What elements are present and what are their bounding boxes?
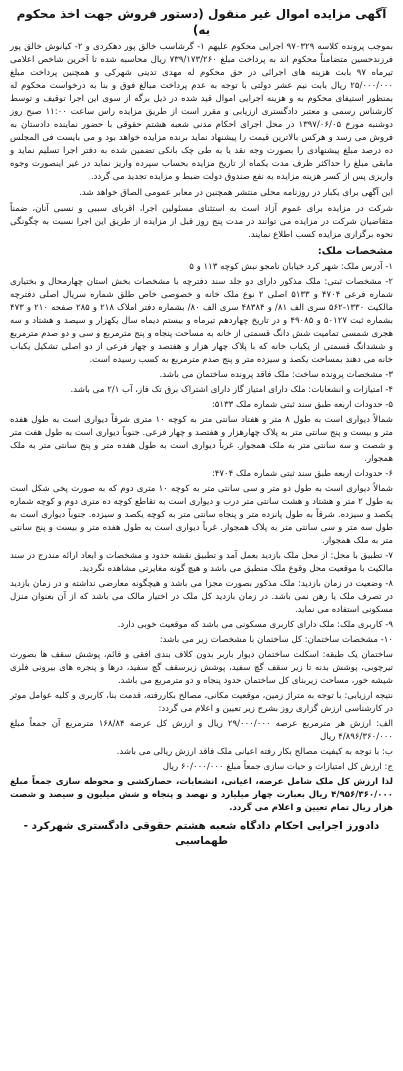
- spec-usage: ۹- کاربری ملک: ملک دارای کاربری مسکونی می باشد که موقعیت خوبی دارد.: [117, 620, 393, 630]
- spec-utilities: ۴- امتیازات و انشعابات: ملک دارای امتیاز گاز دارای اشتراک برق تک فاز، آب ۲/۱ می باشد.: [70, 385, 393, 395]
- participation-paragraph: شرکت در مزایده برای عموم آزاد است به استثنای مسئولین اجرا، اقربای سببی و نسبی آنان، ضمناً متقاضیان شرکت در مزایده می توانند در مدت پنج روز قبل از مزایده از طریق این اجرا نسبت به چگونگی نحوه برگزاری مزایده کسب اطلاع نمایند.: [10, 204, 393, 240]
- spec-registration: ۲- مشخصات ثبتی: ملک مذکور دارای دو جلد سند دفترچه با مشخصات بخش استان چهارمحال و بختیاری شماره فرعی ۴۷۰۴ و ۵۱۳۳ اصلی ۲ نوع ملک خانه و خصوصی خاص طلق شماره سریال اصلی دفترچه مالکیت ۱۳۳۰-۵۶۲ سری الف ۸۱/ و ۴۸۳۸۴ سری الف ۸۰/ بشماره دفتر املاک ۲۱۸ و ۲۸۵ صفحه ۲۱۰ و ۴۷۳ بشماره ثبت ۵۰۱۲۷ و ۴۹۰۸۵ و در تاریخ چهاردهم تیرماه و بیستم دیماه سال یکهزار و سیصد و هشتاد و سه هجری شمسی تمامیت شش دانگ قسمتی از خانه به مساحت پنجاه و پنج مترمربع و سی و دو صدم مترمربع و ششدانگ قسمتی از یکباب خانه که با پلاک چهار هزار و هفتصد و چهار فرعی از دو اصلی تشکیل یکباب خانه می دهند بمساحت یکصد و سیزده متر و پنج صدم مترمربع به کسب رسیده است.: [10, 277, 393, 365]
- valuation-total: لذا ارزش کل ملک شامل عرصه، اعیانی، انشعابات، حصارکشی و محوطه سازی جمعاً مبلغ ۴/۹۵۶/۳۶۰/۰۰۰ ریال بعبارت چهار میلیارد و نهصد و پنجاه و شش میلیون و سیصد و شصت هزار ریال تمام تعیین و اعلام می گردد.: [10, 777, 393, 813]
- spec-boundaries-5133: شمالاً دیواری است به طول ۸ متر و هفتاد سانتی متر به کوچه ۱۰ متری شرقاً دیواری است به طول هفده متر و بیست و پنج سانتی متر به پلاک چهارهزار و هفتصد و چهار فرعی. جنوباً دیواری است به طول هفت متر و شصت و سه سانتی متر به ملک همجوار. غرباً دیواری است به طول هفده متر و پنج سانتی متر به ملک همجوار.: [10, 415, 393, 464]
- valuation-building: ب: با توجه به کیفیت مصالح بکار رفته اعیانی ملک فاقد ارزش ریالی می باشد.: [116, 747, 393, 757]
- publication-paragraph: این آگهی برای یکبار در روزنامه محلی منتشر همچنین در معابر عمومی الصاق خواهد شد.: [79, 188, 393, 198]
- spec-building-details: ساختمان یک طبقه: اسکلت ساختمان دیوار باربر بدون کلاف بندی افقی و قائم، پوشش سقف ها بصورت تیرچوبی، پوشش بدنه تا زیر سقف گچ سفید، پوشش زیرسقف گچ سفید، درها و پنجره های بیرونی فلزی شیشه خور، مساحت زیربنای کل ساختمان حدود پنجاه و دو مترمربع می باشد.: [10, 650, 393, 686]
- spec-address: ۱- آدرس ملک: شهر کرد خیابان نامجو نبش کوچه ۱۱۳ و ۵: [189, 262, 393, 272]
- spec-building-heading: ۱۰- مشخصات ساختمان: کل ساختمان با مشخصات زیر می باشد:: [159, 635, 393, 645]
- valuation-result: نتیجه ارزیابی: با توجه به متراژ زمین، موقعیت مکانی، مصالح بکاررفته، قدمت بنا، کاربری و کلیه عوامل موثر در کارشناسی ارزش گزاری روز بشرح زیر تعیین و اعلام می گردد:: [10, 691, 393, 714]
- valuation-land: الف: ارزش هر مترمربع عرصه ۲۹/۰۰۰/۰۰۰ ریال و ارزش کل عرصه ۱۶۸/۸۴ مترمربع آن جمعاً مبلغ ۴/۸۹۶/۳۶۰/۰۰۰ ریال: [10, 719, 393, 742]
- spec-visit-status: ۸- وضعیت در زمان بازدید: ملک مذکور بصورت مجزا می باشد و هیچگونه معارضی نداشته و در زمان بازدید در تصرف ملک یا رهن نمی باشد. در زمان بازدید کل ملک در اختیار مالک می باشد که از آن بعنوان منزل مسکونی استفاده می نماید.: [10, 579, 393, 615]
- spec-site-match: ۷- تطبیق با محل: از محل ملک بازدید بعمل آمد و تطبیق نقشه حدود و مشخصات و ابعاد ارائه مندرج در سند مالکیت با موقعیت محل وقوع ملک منطبق می باشد و هیچ گونه مغایرتی مشاهده نگردید.: [10, 551, 393, 574]
- notice-title: آگهی مزایده اموال غیر منقول (دستور فروش جهت اخذ محکوم به): [16, 7, 387, 37]
- spec-boundaries-heading-5133: ۵- حدودات اربعه طبق سند ثبتی شماره ملک ۵۱۳۳:: [211, 400, 393, 410]
- property-specs-heading: مشخصات ملک:: [317, 246, 393, 257]
- spec-building-file: ۳- مشخصات پرونده ساخت: ملک فاقد پرونده ساختمان می باشد.: [159, 370, 393, 380]
- intro-paragraph: بموجب پرونده کلاسه ۹۷۰۳۲۹ اجرایی محکوم علیهم ۱- گرشاسب خالق پور دهکردی و ۲- کیانوش خالق پور فرزندحسین متضامناً محکوم اند به پرداخت مبلغ ۷۳۹/۱۷۳/۲۶۰ ریال محاسبه شده تا آخرین شاخص اعلامی تیرماه ۹۷ بابت هزینه های اجرائی در حق محکوم له مهدی تدینی شهرکی و همچنین پرداخت مبلغ ۲۵/۰۰۰/۰۰۰ ریال بابت نیم عشر دولتی با توجه به عدم پرداخت مبالغ فوق و بنا به درخواست محکوم له بمنظور استیفای محکوم به و هزینه اجرایی اموال قید شده در ذیل برگه از سوی این اجرا توقیف و توسط کارشناس رسمی و معتبر دادگستری ارزیابی و مقرر است از طریق مزایده راس ساعت ۱۱:۰۰ صبح روز دوشنبه مورخ ۱۳۹۷/۰۶/۰۵ در محل اجرای احکام مدنی شعبه هشتم حقوقی با حضور نماینده دادستان به فروش می رسد و هرکس بالاترین قیمت را پیشنهاد نماید برنده مزایده خواهد بود و می بایست فی المجلس ده درصد مبلغ پیشنهادی را بصورت وجه نقد یا به طی چک بانکی تضمین شده به دفتر اجرا تسلیم نماید و مابقی مبلغ را حداکثر ظرف مدت یکماه از تاریخ مزایده بحساب سپرده واریز نماید در غیر اینصورت وجوه واریزی پس از کسر هزینه مزایده به نفع صندوق دولت ضبط و مزایده تجدید می گردد.: [10, 42, 394, 182]
- spec-boundaries-4704: شمالاً دیواری است به طول دو متر و سی سانتی متر به کوچه ۱۰ متری دوم که به صورت پخی شکل است به طول ۲ متر و هشتاد و هشت سانتی متر درب و دیواری است به تقاطع کوچه ده متری دوم و کوچه شماره یکصد و سیزده. شرقاً به طول پانزده متر و پنجاه سانتی متر به کوچه یکصد و سیزده. جنوباً دیواری است به طول سه متر و سی سانتی متر به پلاک همجوار. غرباً دیواری است به طول هفده متر و بیست و پنج سانتی متر به ملک همجوار.: [10, 484, 393, 546]
- signature: دادورز اجرایی احکام دادگاه شعبه هشتم حقوقی دادگستری شهرکرد - طهماسبی: [23, 820, 380, 847]
- spec-boundaries-heading-4704: ۶- حدودات اربعه طبق سند ثبتی شماره ملک ۴۷۰۴:: [211, 469, 393, 479]
- valuation-utilities: ج: ارزش کل امتیازات و حیات سازی جمعاً مبلغ ۶۰/۰۰۰/۰۰۰ ریال: [162, 762, 393, 772]
